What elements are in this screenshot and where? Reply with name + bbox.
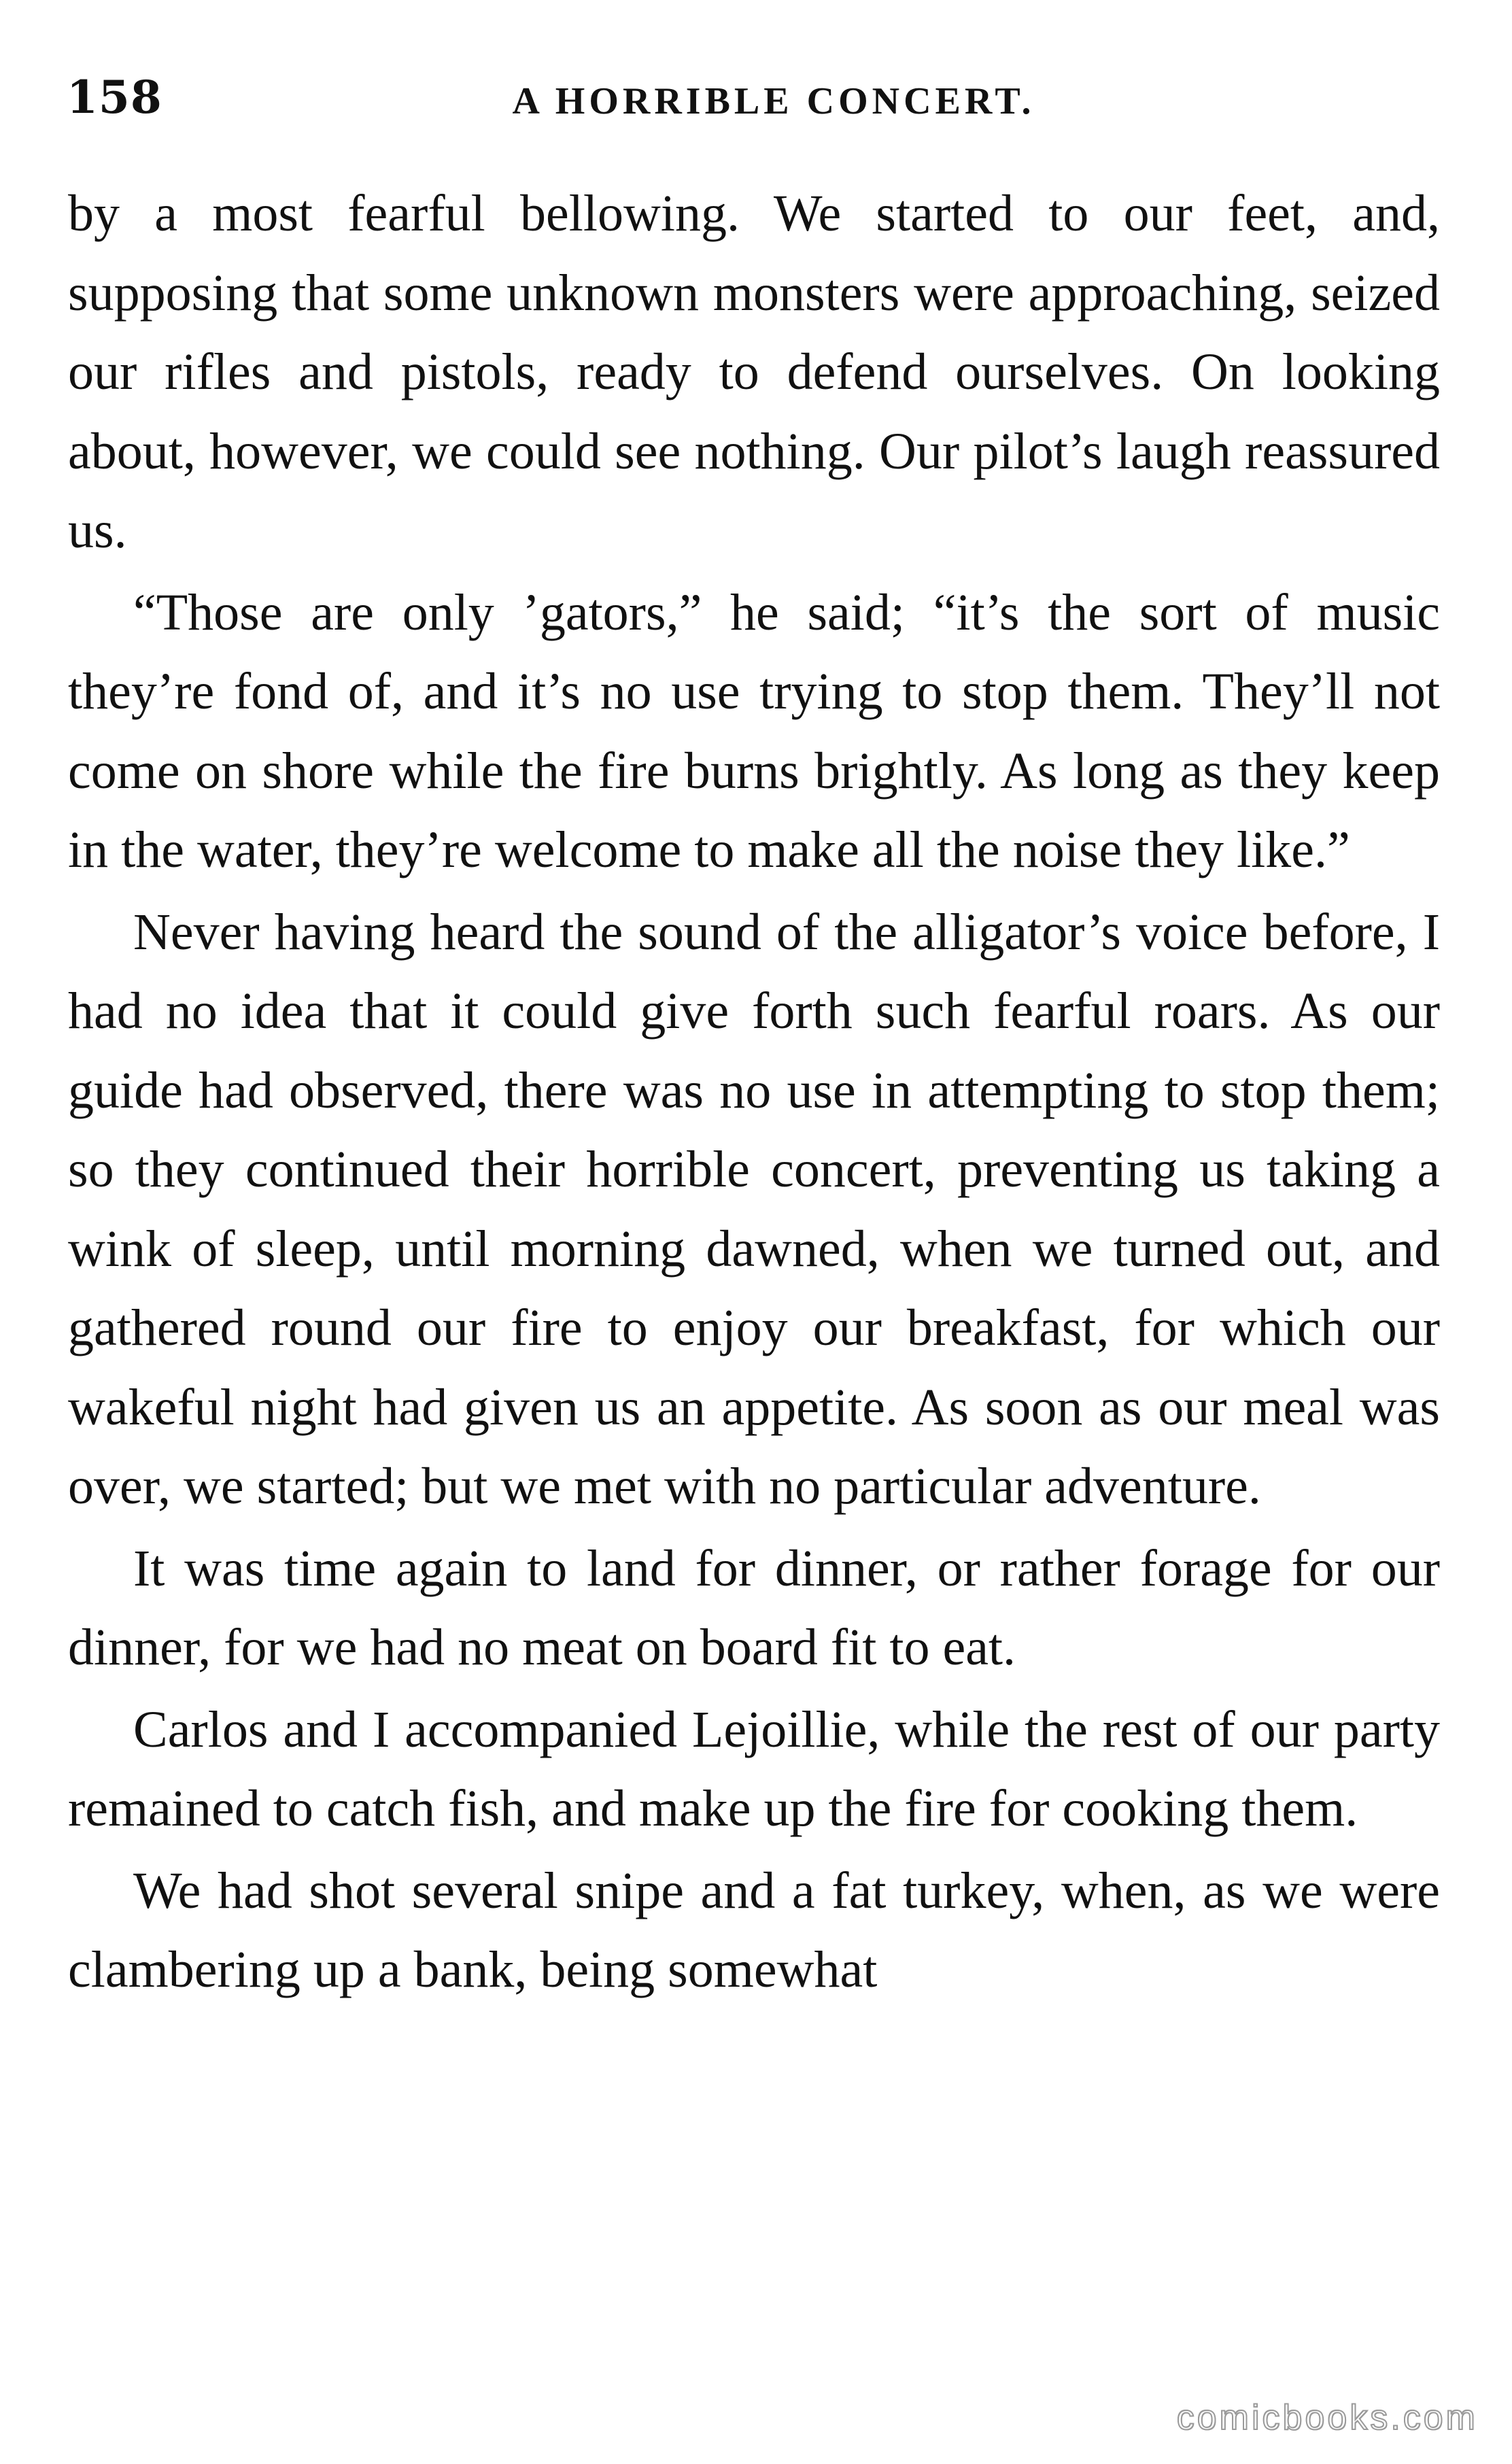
running-head: A HORRIBLE CONCERT. bbox=[512, 80, 1035, 122]
page-number: 158 bbox=[67, 71, 162, 124]
paragraph: It was time again to land for dinner, or rather forage for our dinner, for we had no meat on board fit to eat. bbox=[68, 1539, 1440, 1676]
body-text bbox=[68, 174, 1440, 2013]
page-header bbox=[67, 67, 1440, 128]
paragraph: Carlos and I accompanied Lejoillie, while the rest of our party remained to catch fish, and make up the fire for cooking them. bbox=[68, 1700, 1440, 1837]
watermark: comicbooks.com bbox=[1176, 2398, 1478, 2437]
paragraph: Never having heard the sound of the alligator’s voice before, I had no idea that it could give forth such fearful roars. As our guide had observed, there was no use in attempting to stop them; so they continued their horrible concert, preventing us taking a wink of sleep, until morning dawned, when we turned out, and gathered round our fire to enjoy our breakfast, for which our wakeful night had given us an appetite. As soon as our meal was over, we started; but we met with no particular adventure. bbox=[68, 903, 1440, 1515]
paragraph: We had shot several snipe and a fat turkey, when, as we were clambering up a bank, being somewhat bbox=[68, 1862, 1440, 1998]
paragraph-continued: by a most fearful bellowing. We started to our feet, and, supposing that some unknown monsters were approaching, seized our rifles and pistols, ready to defend ourselves. On looking about, however, we could see nothing. Our pilot’s laugh reassured us. bbox=[68, 185, 1440, 559]
paragraph: “Those are only ’gators,” he said; “it’s the sort of music they’re fond of, and it’s no use trying to stop them. They’ll not come on shore while the fire burns brightly. As long as they keep in the water, they’re welcome to make all the noise they like.” bbox=[68, 583, 1440, 878]
